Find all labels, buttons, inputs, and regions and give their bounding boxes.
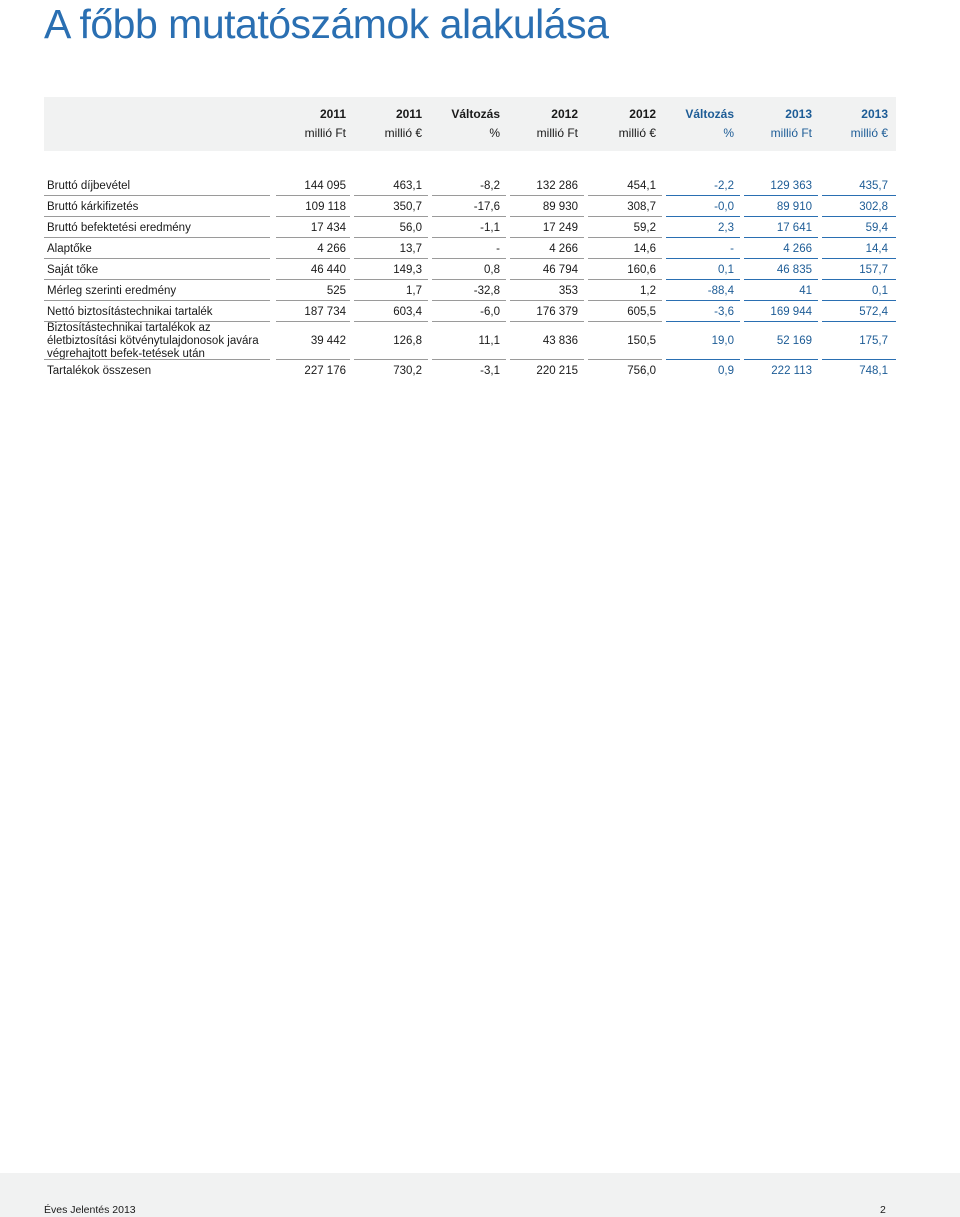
table-cell: 169 944 xyxy=(770,305,812,318)
table-cell: 46 835 xyxy=(776,263,812,276)
table-cell: 157,7 xyxy=(859,263,888,276)
table-cell: 46 794 xyxy=(542,263,578,276)
table-cell: 435,7 xyxy=(859,179,888,192)
header-year-2: Változás xyxy=(451,107,500,121)
table-cell: 160,6 xyxy=(627,263,656,276)
table-cell: 1,2 xyxy=(640,284,656,297)
table-cell: 132 286 xyxy=(536,179,578,192)
table-cell: 14,6 xyxy=(633,242,656,255)
table-cell: 144 095 xyxy=(304,179,346,192)
table-cell: 17 434 xyxy=(310,221,346,234)
table-cell: 89 910 xyxy=(776,200,812,213)
table-cell: 129 363 xyxy=(770,179,812,192)
table-cell: -0,0 xyxy=(714,200,734,213)
table-row xyxy=(44,238,896,259)
table-cell: 43 836 xyxy=(542,335,578,347)
header-unit-0: millió Ft xyxy=(304,126,346,140)
table-cell: 227 176 xyxy=(304,364,346,377)
table-cell: 603,4 xyxy=(393,305,422,318)
footer-band xyxy=(0,1173,960,1217)
row-label: Bruttó kárkifizetés xyxy=(47,200,139,213)
table-cell: 350,7 xyxy=(393,200,422,213)
table-cell: - xyxy=(496,242,500,255)
header-year-0: 2011 xyxy=(319,107,346,121)
table-cell: 149,3 xyxy=(393,263,422,276)
table-cell: 4 266 xyxy=(317,242,346,255)
table-cell: 525 xyxy=(326,284,346,297)
table-cell: 89 930 xyxy=(542,200,578,213)
table-cell: 454,1 xyxy=(627,179,656,192)
table-cell: -2,2 xyxy=(714,179,734,192)
row-label: Saját tőke xyxy=(47,263,99,276)
table-cell: 14,4 xyxy=(865,242,888,255)
table-cell: 59,4 xyxy=(865,221,888,234)
table-row xyxy=(44,259,896,280)
table-cell: 175,7 xyxy=(859,335,888,347)
table-row xyxy=(44,301,896,322)
table-cell: 39 442 xyxy=(310,335,346,347)
header-unit-2: % xyxy=(489,126,500,140)
row-label: Bruttó díjbevétel xyxy=(47,179,131,192)
row-label: Bruttó befektetési eredmény xyxy=(47,221,191,234)
table-cell: 46 440 xyxy=(310,263,346,276)
table-cell: -1,1 xyxy=(480,221,500,234)
table-row xyxy=(44,280,896,301)
table-cell: 308,7 xyxy=(627,200,656,213)
header-unit-6: millió Ft xyxy=(770,126,812,140)
table-cell: 0,8 xyxy=(484,263,500,276)
table-cell: 0,9 xyxy=(718,364,734,377)
table-row xyxy=(44,196,896,217)
table-cell: 52 169 xyxy=(776,335,812,347)
table-cell: 150,5 xyxy=(627,335,656,347)
table-cell: 187 734 xyxy=(304,305,346,318)
table-cell: 748,1 xyxy=(859,364,888,377)
header-year-7: 2013 xyxy=(861,107,888,121)
header-year-1: 2011 xyxy=(395,107,422,121)
table-cell: 302,8 xyxy=(859,200,888,213)
table-cell: 353 xyxy=(558,284,578,297)
table-cell: 4 266 xyxy=(783,242,812,255)
table-cell: 41 xyxy=(799,284,812,297)
header-units-row xyxy=(44,124,896,142)
table-row xyxy=(44,360,896,381)
header-unit-7: millió € xyxy=(850,126,888,140)
header-unit-3: millió Ft xyxy=(536,126,578,140)
table-cell: 11,1 xyxy=(478,335,500,347)
header-years-row xyxy=(44,105,896,123)
header-year-3: 2012 xyxy=(551,107,578,121)
table-cell: 463,1 xyxy=(393,179,422,192)
table-row xyxy=(44,217,896,238)
table-cell: -3,1 xyxy=(480,364,500,377)
table-cell: 17 249 xyxy=(542,221,578,234)
table-cell: 756,0 xyxy=(627,364,656,377)
footer-report-title: Éves Jelentés 2013 xyxy=(44,1204,136,1216)
table-cell: 59,2 xyxy=(633,221,656,234)
page-title: A főbb mutatószámok alakulása xyxy=(44,1,609,47)
table-cell: 572,4 xyxy=(859,305,888,318)
table-row xyxy=(44,175,896,196)
table-cell: -6,0 xyxy=(480,305,500,318)
table-cell: 1,7 xyxy=(406,284,422,297)
table-cell: - xyxy=(730,242,734,255)
row-label: Tartalékok összesen xyxy=(47,364,152,377)
table-cell: 126,8 xyxy=(393,335,422,347)
table-cell: 605,5 xyxy=(627,305,656,318)
header-year-6: 2013 xyxy=(785,107,812,121)
row-label: Mérleg szerinti eredmény xyxy=(47,284,177,297)
table-cell: 4 266 xyxy=(549,242,578,255)
table-cell: 2,3 xyxy=(718,221,734,234)
table-cell: -88,4 xyxy=(707,284,734,297)
header-unit-5: % xyxy=(723,126,734,140)
table-header xyxy=(44,97,896,151)
table-cell: 0,1 xyxy=(872,284,888,297)
table-cell: 13,7 xyxy=(399,242,422,255)
row-label: Nettó biztosítástechnikai tartalék xyxy=(47,305,213,318)
row-label: Alaptőke xyxy=(47,242,92,255)
table-cell: 730,2 xyxy=(393,364,422,377)
table-cell: 222 113 xyxy=(771,364,812,377)
header-year-4: 2012 xyxy=(629,107,656,121)
table-cell: -8,2 xyxy=(480,179,500,192)
footer-page-number: 2 xyxy=(880,1204,886,1216)
table-cell: 17 641 xyxy=(776,221,812,234)
header-unit-4: millió € xyxy=(618,126,656,140)
table-cell: 56,0 xyxy=(399,221,422,234)
table-cell: 109 118 xyxy=(305,200,346,213)
row-label: Biztosítástechnikai tartalékok az életbiztosítási kötvénytulajdonosok javára végrehajtott befek-tetések után xyxy=(47,321,259,360)
table-cell: -17,6 xyxy=(473,200,500,213)
table-cell: 19,0 xyxy=(711,335,734,347)
table-cell: -32,8 xyxy=(473,284,500,297)
table-cell: 0,1 xyxy=(718,263,734,276)
table-cell: -3,6 xyxy=(714,305,734,318)
indicators-table xyxy=(44,175,896,381)
table-row xyxy=(44,322,896,360)
table-cell: 176 379 xyxy=(536,305,578,318)
header-year-5: Változás xyxy=(685,107,734,121)
header-unit-1: millió € xyxy=(384,126,422,140)
table-cell: 220 215 xyxy=(536,364,578,377)
